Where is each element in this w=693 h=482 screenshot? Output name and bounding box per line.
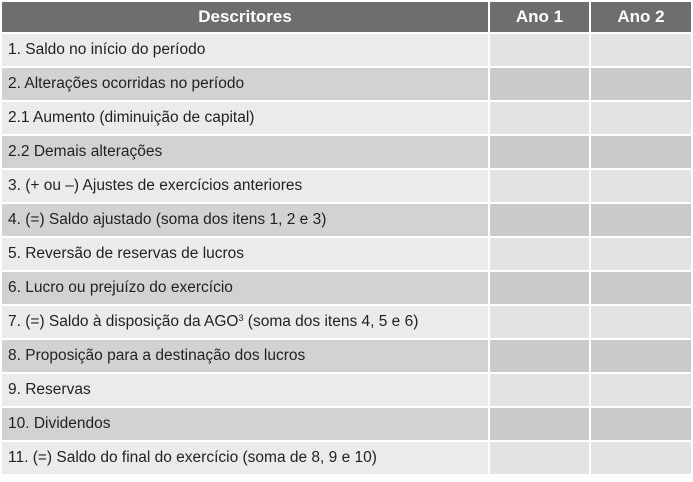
ano-1-cell — [489, 169, 590, 203]
row-label-main: 7. (=) Saldo à disposição da AGO — [8, 313, 239, 330]
ano-1-cell — [489, 407, 590, 441]
row-label: 2.2 Demais alterações — [2, 135, 489, 169]
table-container — [2, 2, 691, 476]
ano-2-cell — [590, 373, 691, 407]
row-label-rest: (soma dos itens 4, 5 e 6) — [243, 313, 419, 330]
table-row — [2, 407, 691, 441]
ano-1-cell — [489, 135, 590, 169]
ano-1-cell — [489, 101, 590, 135]
ano-2-cell — [590, 237, 691, 271]
table-row — [2, 67, 691, 101]
footnote-marker: 3 — [238, 313, 244, 323]
header-ano-1: Ano 1 — [489, 2, 590, 33]
ano-2-cell — [590, 305, 691, 339]
table-row — [2, 441, 691, 475]
table-row — [2, 237, 691, 271]
ano-2-cell — [590, 33, 691, 67]
ano-1-cell — [489, 271, 590, 305]
row-label: 3. (+ ou –) Ajustes de exercícios anteriores — [2, 169, 489, 203]
ano-2-cell — [590, 407, 691, 441]
row-label: 8. Proposição para a destinação dos lucros — [2, 339, 489, 373]
ano-1-cell — [489, 373, 590, 407]
table-row — [2, 339, 691, 373]
header-row — [2, 2, 691, 33]
row-label: 9. Reservas — [2, 373, 489, 407]
table-row — [2, 33, 691, 67]
table-row — [2, 305, 691, 339]
header-descritores: Descritores — [2, 2, 489, 33]
descritores-table — [2, 2, 691, 476]
table-row — [2, 169, 691, 203]
table-row — [2, 135, 691, 169]
row-label: 6. Lucro ou prejuízo do exercício — [2, 271, 489, 305]
row-label: 2.1 Aumento (diminuição de capital) — [2, 101, 489, 135]
row-label: 1. Saldo no início do período — [2, 33, 489, 67]
ano-1-cell — [489, 67, 590, 101]
ano-2-cell — [590, 169, 691, 203]
row-label: 10. Dividendos — [2, 407, 489, 441]
ano-2-cell — [590, 441, 691, 475]
row-label: 2. Alterações ocorridas no período — [2, 67, 489, 101]
table-row — [2, 373, 691, 407]
table-row — [2, 203, 691, 237]
ano-1-cell — [489, 237, 590, 271]
row-label: 4. (=) Saldo ajustado (soma dos itens 1, 2 e 3) — [2, 203, 489, 237]
ano-2-cell — [590, 135, 691, 169]
row-label — [2, 305, 489, 339]
ano-2-cell — [590, 339, 691, 373]
ano-1-cell — [489, 339, 590, 373]
row-label: 11. (=) Saldo do final do exercício (soma de 8, 9 e 10) — [2, 441, 489, 475]
ano-1-cell — [489, 203, 590, 237]
ano-2-cell — [590, 101, 691, 135]
ano-1-cell — [489, 441, 590, 475]
ano-2-cell — [590, 271, 691, 305]
header-ano-2: Ano 2 — [590, 2, 691, 33]
ano-2-cell — [590, 203, 691, 237]
ano-1-cell — [489, 305, 590, 339]
row-label: 5. Reversão de reservas de lucros — [2, 237, 489, 271]
table-row — [2, 101, 691, 135]
ano-1-cell — [489, 33, 590, 67]
ano-2-cell — [590, 67, 691, 101]
table-row — [2, 271, 691, 305]
